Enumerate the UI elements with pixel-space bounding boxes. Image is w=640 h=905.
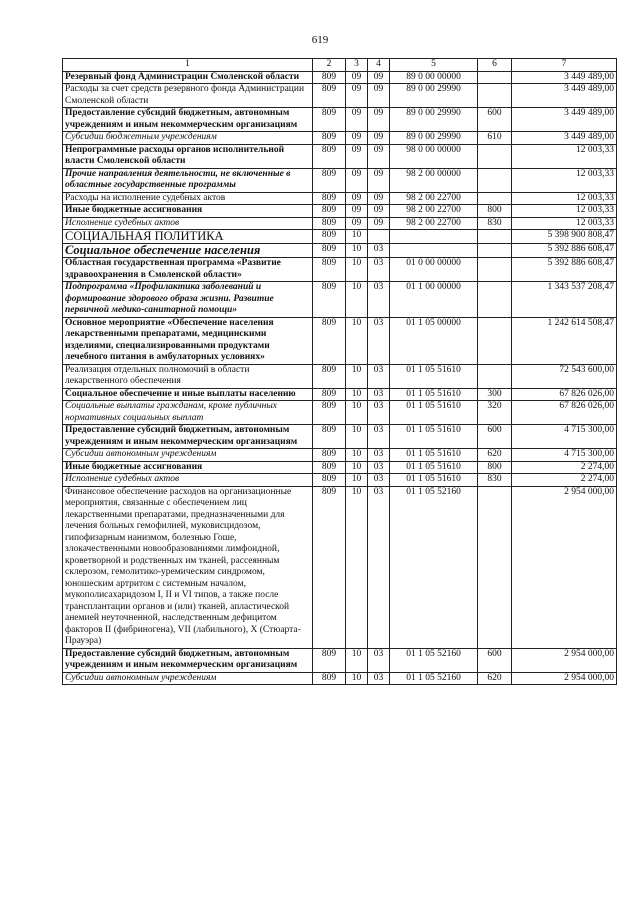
row-name: Субсидии бюджетным учреждениям (63, 132, 313, 145)
row-code: 809 (313, 461, 346, 474)
row-amount: 5 392 886 608,47 (512, 244, 617, 258)
row-expense-type (478, 364, 512, 388)
table-row (63, 84, 617, 108)
row-amount: 3 449 489,00 (512, 108, 617, 132)
row-amount: 12 003,33 (512, 205, 617, 218)
row-code: 809 (313, 449, 346, 462)
row-expense-type: 320 (478, 401, 512, 425)
table-row (63, 461, 617, 474)
table-row (63, 474, 617, 487)
row-code: 809 (313, 71, 346, 84)
row-expense-type (478, 486, 512, 648)
row-subsection: 09 (368, 108, 390, 132)
row-amount: 2 954 000,00 (512, 486, 617, 648)
row-amount: 12 003,33 (512, 217, 617, 230)
table-row (63, 449, 617, 462)
row-section: 10 (346, 672, 368, 685)
row-code: 809 (313, 132, 346, 145)
row-target-article: 01 0 00 00000 (390, 258, 478, 282)
row-name: Прочие направления деятельности, не включенные в областные государственные программы (63, 168, 313, 192)
row-name: Исполнение судебных актов (63, 217, 313, 230)
table-row (63, 388, 617, 401)
row-amount: 4 715 300,00 (512, 449, 617, 462)
row-section: 10 (346, 364, 368, 388)
row-amount: 2 274,00 (512, 461, 617, 474)
row-subsection: 09 (368, 84, 390, 108)
row-section: 09 (346, 217, 368, 230)
row-target-article: 98 0 00 00000 (390, 144, 478, 168)
row-subsection: 03 (368, 401, 390, 425)
row-target-article: 89 0 00 00000 (390, 71, 478, 84)
table-row (63, 205, 617, 218)
row-target-article: 01 1 05 52160 (390, 648, 478, 672)
row-subsection: 03 (368, 317, 390, 364)
row-amount: 2 954 000,00 (512, 648, 617, 672)
table-row (63, 425, 617, 449)
row-section: 10 (346, 388, 368, 401)
row-subsection: 09 (368, 168, 390, 192)
row-code: 809 (313, 486, 346, 648)
row-expense-type (478, 230, 512, 244)
row-name: Непрограммные расходы органов исполнительной власти Смоленской области (63, 144, 313, 168)
row-target-article (390, 244, 478, 258)
row-subsection: 03 (368, 449, 390, 462)
table-row (63, 192, 617, 205)
table-row (63, 364, 617, 388)
row-amount: 12 003,33 (512, 144, 617, 168)
row-subsection (368, 230, 390, 244)
row-subsection: 03 (368, 648, 390, 672)
col-header-2: 2 (313, 59, 346, 72)
row-target-article: 01 1 00 00000 (390, 282, 478, 318)
row-code: 809 (313, 108, 346, 132)
row-name: Предоставление субсидий бюджетным, автономным учреждениям и иным некоммерческим организациям (63, 425, 313, 449)
row-amount: 4 715 300,00 (512, 425, 617, 449)
row-expense-type: 600 (478, 425, 512, 449)
row-subsection: 09 (368, 205, 390, 218)
table-row (63, 230, 617, 244)
header-row (63, 59, 617, 72)
row-section: 10 (346, 425, 368, 449)
row-name: СОЦИАЛЬНАЯ ПОЛИТИКА (63, 230, 313, 244)
row-name: Расходы за счет средств резервного фонда Администрации Смоленской области (63, 84, 313, 108)
row-code: 809 (313, 317, 346, 364)
row-target-article: 01 1 05 51610 (390, 388, 478, 401)
row-target-article: 01 1 05 51610 (390, 449, 478, 462)
table-row (63, 244, 617, 258)
row-name: Социальное обеспечение населения (63, 244, 313, 258)
row-subsection: 09 (368, 132, 390, 145)
row-section: 09 (346, 168, 368, 192)
row-target-article: 01 1 05 51610 (390, 461, 478, 474)
row-amount: 5 392 886 608,47 (512, 258, 617, 282)
table-row (63, 317, 617, 364)
row-subsection: 03 (368, 486, 390, 648)
row-code: 809 (313, 388, 346, 401)
row-target-article: 01 1 05 51610 (390, 401, 478, 425)
row-section: 10 (346, 648, 368, 672)
row-expense-type: 600 (478, 648, 512, 672)
row-section: 10 (346, 474, 368, 487)
table-row (63, 144, 617, 168)
row-code: 809 (313, 205, 346, 218)
row-name: Расходы на исполнение судебных актов (63, 192, 313, 205)
row-section: 10 (346, 486, 368, 648)
col-header-7: 7 (512, 59, 617, 72)
col-header-1: 1 (63, 59, 313, 72)
row-target-article: 89 0 00 29990 (390, 84, 478, 108)
row-name: Подпрограмма «Профилактика заболеваний и формирование здорового образа жизни. Развитие первичной медико-санитарной помощи» (63, 282, 313, 318)
row-amount: 5 398 900 808,47 (512, 230, 617, 244)
table-row (63, 486, 617, 648)
row-section: 10 (346, 449, 368, 462)
row-expense-type: 800 (478, 205, 512, 218)
row-section: 10 (346, 282, 368, 318)
row-target-article: 98 2 00 22700 (390, 192, 478, 205)
row-target-article: 98 2 00 00000 (390, 168, 478, 192)
row-expense-type (478, 192, 512, 205)
col-header-6: 6 (478, 59, 512, 72)
row-code: 809 (313, 84, 346, 108)
row-name: Резервный фонд Администрации Смоленской области (63, 71, 313, 84)
row-target-article: 89 0 00 29990 (390, 108, 478, 132)
row-expense-type: 830 (478, 474, 512, 487)
row-name: Субсидии автономным учреждениям (63, 449, 313, 462)
table-row (63, 282, 617, 318)
row-name: Финансовое обеспечение расходов на организационные мероприятия, связанные с обеспечением лиц лекарственными препаратами, предназначенными для лечения больных гемофилией, муковисцидозом, гипофизарным нанизмом, болезнью Гоше, злокачественными новообразованиями лимфоидной, кроветворной и родственных им тканей, рассеянным склерозом, гемолитико-уремическим синдромом, юношеским артритом с системным началом, мукополисахаридозом I, II и VI типов, а также после трансплантации органов и (или) тканей, апластической анемией неуточненной, наследственным дефицитом факторов II (фибриногена), VII (лабильного), X (Стюарта-Прауэра) (63, 486, 313, 648)
row-expense-type (478, 144, 512, 168)
row-target-article: 98 2 00 22700 (390, 205, 478, 218)
row-code: 809 (313, 401, 346, 425)
row-expense-type: 600 (478, 108, 512, 132)
row-expense-type (478, 282, 512, 318)
row-code: 809 (313, 474, 346, 487)
row-name: Исполнение судебных актов (63, 474, 313, 487)
row-name: Социальные выплаты гражданам, кроме публичных нормативных социальных выплат (63, 401, 313, 425)
row-target-article (390, 230, 478, 244)
row-subsection: 03 (368, 258, 390, 282)
row-subsection: 09 (368, 217, 390, 230)
table-row (63, 71, 617, 84)
row-section: 10 (346, 244, 368, 258)
row-name: Реализация отдельных полномочий в области лекарственного обеспечения (63, 364, 313, 388)
table-row (63, 672, 617, 685)
row-name: Областная государственная программа «Развитие здравоохранения в Смоленской области» (63, 258, 313, 282)
row-amount: 2 274,00 (512, 474, 617, 487)
col-header-3: 3 (346, 59, 368, 72)
row-amount: 67 826 026,00 (512, 401, 617, 425)
table-row (63, 648, 617, 672)
col-header-4: 4 (368, 59, 390, 72)
row-amount: 3 449 489,00 (512, 71, 617, 84)
row-subsection: 03 (368, 461, 390, 474)
budget-table (62, 58, 617, 685)
row-section: 09 (346, 71, 368, 84)
row-subsection: 03 (368, 388, 390, 401)
row-amount: 3 449 489,00 (512, 132, 617, 145)
row-amount: 12 003,33 (512, 168, 617, 192)
row-section: 09 (346, 84, 368, 108)
row-amount: 12 003,33 (512, 192, 617, 205)
table-row (63, 168, 617, 192)
row-name: Иные бюджетные ассигнования (63, 461, 313, 474)
row-name: Социальное обеспечение и иные выплаты населению (63, 388, 313, 401)
row-expense-type: 800 (478, 461, 512, 474)
row-amount: 67 826 026,00 (512, 388, 617, 401)
row-name: Иные бюджетные ассигнования (63, 205, 313, 218)
row-section: 09 (346, 132, 368, 145)
row-target-article: 01 1 05 52160 (390, 486, 478, 648)
row-subsection: 03 (368, 244, 390, 258)
row-section: 09 (346, 192, 368, 205)
row-target-article: 01 1 05 00000 (390, 317, 478, 364)
row-code: 809 (313, 144, 346, 168)
row-code: 809 (313, 672, 346, 685)
row-code: 809 (313, 192, 346, 205)
row-section: 09 (346, 205, 368, 218)
row-subsection: 03 (368, 364, 390, 388)
row-amount: 1 343 537 208,47 (512, 282, 617, 318)
row-code: 809 (313, 425, 346, 449)
table-body (63, 71, 617, 685)
row-code: 809 (313, 364, 346, 388)
row-expense-type (478, 244, 512, 258)
row-code: 809 (313, 648, 346, 672)
row-code: 809 (313, 282, 346, 318)
row-target-article: 89 0 00 29990 (390, 132, 478, 145)
page-number: 619 (311, 34, 329, 46)
row-subsection: 09 (368, 144, 390, 168)
row-amount: 1 242 614 508,47 (512, 317, 617, 364)
row-code: 809 (313, 258, 346, 282)
row-target-article: 01 1 05 51610 (390, 364, 478, 388)
table-row (63, 401, 617, 425)
row-target-article: 01 1 05 51610 (390, 425, 478, 449)
row-section: 09 (346, 108, 368, 132)
row-expense-type: 610 (478, 132, 512, 145)
row-expense-type: 830 (478, 217, 512, 230)
row-amount: 3 449 489,00 (512, 84, 617, 108)
row-expense-type (478, 71, 512, 84)
row-code: 809 (313, 168, 346, 192)
row-code: 809 (313, 244, 346, 258)
table-row (63, 217, 617, 230)
row-expense-type (478, 317, 512, 364)
row-subsection: 09 (368, 192, 390, 205)
row-section: 09 (346, 144, 368, 168)
row-target-article: 98 2 00 22700 (390, 217, 478, 230)
row-target-article: 01 1 05 52160 (390, 672, 478, 685)
row-subsection: 03 (368, 425, 390, 449)
row-name: Субсидии автономным учреждениям (63, 672, 313, 685)
row-expense-type (478, 168, 512, 192)
row-subsection: 09 (368, 71, 390, 84)
row-name: Основное мероприятие «Обеспечение населения лекарственными препаратами, медицинскими изделиями, специализированными продуктами лечебного питания в амбулаторных условиях» (63, 317, 313, 364)
row-section: 10 (346, 258, 368, 282)
row-expense-type: 620 (478, 449, 512, 462)
row-target-article: 01 1 05 51610 (390, 474, 478, 487)
row-amount: 2 954 000,00 (512, 672, 617, 685)
row-name: Предоставление субсидий бюджетным, автономным учреждениям и иным некоммерческим организациям (63, 108, 313, 132)
table-row (63, 258, 617, 282)
table-row (63, 132, 617, 145)
row-expense-type: 300 (478, 388, 512, 401)
row-section: 10 (346, 401, 368, 425)
row-subsection: 03 (368, 672, 390, 685)
row-subsection: 03 (368, 282, 390, 318)
row-section: 10 (346, 230, 368, 244)
col-header-5: 5 (390, 59, 478, 72)
row-code: 809 (313, 217, 346, 230)
row-amount: 72 543 600,00 (512, 364, 617, 388)
row-section: 10 (346, 317, 368, 364)
row-expense-type (478, 84, 512, 108)
row-name: Предоставление субсидий бюджетным, автономным учреждениям и иным некоммерческим организациям (63, 648, 313, 672)
row-section: 10 (346, 461, 368, 474)
row-subsection: 03 (368, 474, 390, 487)
table-row (63, 108, 617, 132)
row-expense-type (478, 258, 512, 282)
row-code: 809 (313, 230, 346, 244)
row-expense-type: 620 (478, 672, 512, 685)
